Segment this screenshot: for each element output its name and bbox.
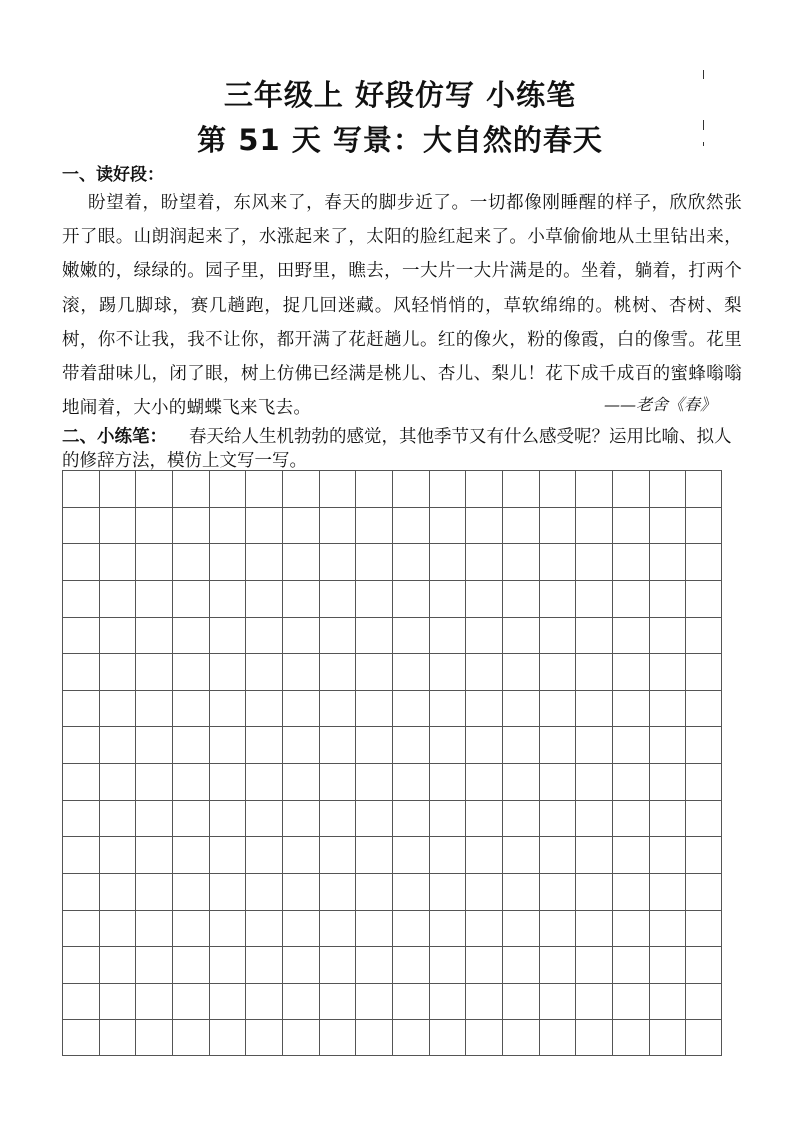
practice-section-heading: 二、小练笔：	[62, 427, 167, 447]
page-subtitle: 第 51 天 写景：大自然的春天	[197, 123, 603, 157]
reading-section-heading: 一、读好段：	[62, 165, 164, 185]
writing-grid[interactable]	[62, 470, 722, 1056]
practice-prompt: 春天给人生机勃勃的感觉，其他季节又有什么感受呢？运用比喻、拟人的修辞方法，模仿上文写一写。	[62, 427, 732, 471]
passage-source: ——老舍《春》	[604, 395, 717, 414]
practice-section	[62, 425, 746, 473]
margin-marks	[701, 70, 707, 150]
reading-passage: 盼望着，盼望着，东风来了，春天的脚步近了。一切都像刚睡醒的样子，欣欣然张开了眼。山朗润起来了，水涨起来了，太阳的脸红起来了。小草偷偷地从土里钻出来，嫩嫩的，绿绿的。园子里，田野里，瞧去，一大片一大片满是的。坐着，躺着，打两个滚，踢几脚球，赛几趟跑，捉几回迷藏。风轻悄悄的，草软绵绵的。桃树、杏树、梨树，你不让我，我不让你，都开满了花赶趟儿。红的像火，粉的像霞，白的像雪。花里带着甜味儿，闭了眼，树上仿佛已经满是桃儿、杏儿、梨儿！花下成千成百的蜜蜂嗡嗡地闹着，大小的蝴蝶飞来飞去。	[62, 193, 742, 419]
page-title: 三年级上 好段仿写 小练笔	[223, 78, 577, 112]
